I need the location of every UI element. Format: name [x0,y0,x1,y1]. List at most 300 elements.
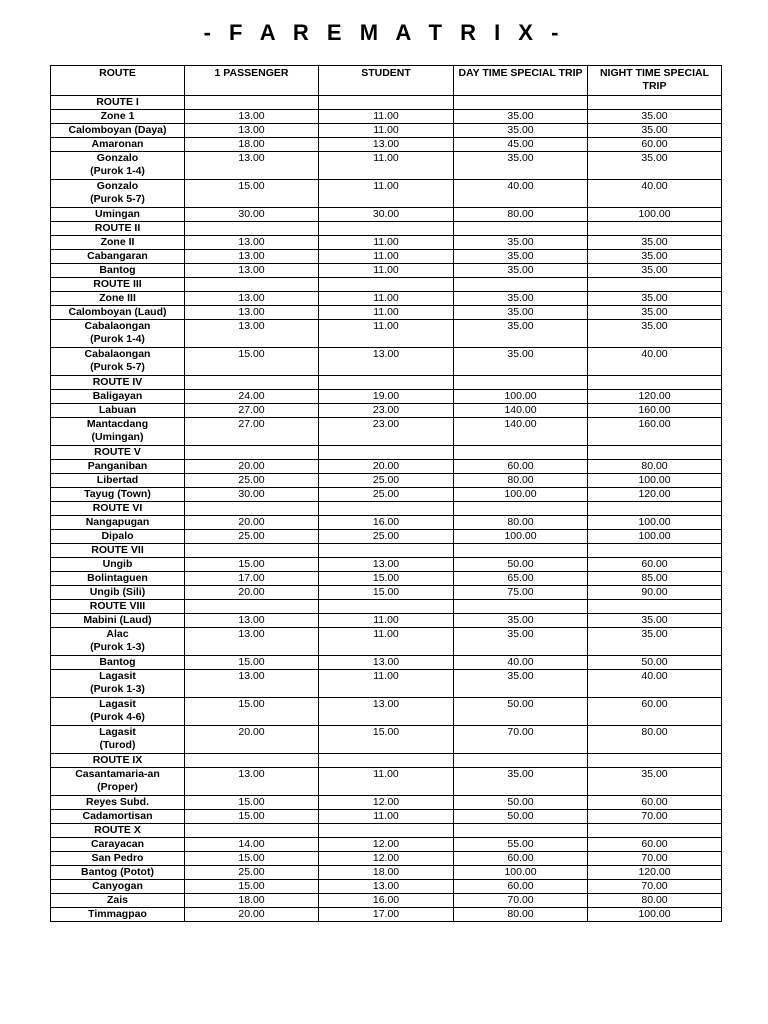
fare-1-passenger: 30.00 [185,488,319,502]
route-name: Casantamaria-an (Proper) [51,768,185,796]
route-name: Cabalaongan (Purok 5-7) [51,348,185,376]
route-name: Reyes Subd. [51,796,185,810]
route-group-row [51,278,722,292]
fare-row [51,264,722,278]
fare-day-special: 70.00 [454,726,588,754]
fare-night-special: 100.00 [588,474,722,488]
fare-night-special: 35.00 [588,124,722,138]
fare-student: 11.00 [319,236,454,250]
fare-1-passenger: 25.00 [185,474,319,488]
fare-student: 11.00 [319,264,454,278]
fare-student: 11.00 [319,628,454,656]
fare-1-passenger: 15.00 [185,796,319,810]
fare-student: 16.00 [319,516,454,530]
fare-row [51,586,722,600]
fare-night-special: 100.00 [588,530,722,544]
fare-day-special: 35.00 [454,124,588,138]
fare-student: 15.00 [319,586,454,600]
fare-student: 12.00 [319,796,454,810]
empty-cell [588,824,722,838]
empty-cell [588,754,722,768]
fare-1-passenger: 18.00 [185,894,319,908]
fare-1-passenger: 13.00 [185,152,319,180]
fare-row [51,614,722,628]
fare-table-body [51,96,722,922]
empty-cell [454,544,588,558]
fare-student: 13.00 [319,138,454,152]
route-group-label: ROUTE VI [51,502,185,516]
fare-night-special: 100.00 [588,516,722,530]
header-route: ROUTE [51,66,185,96]
fare-night-special: 40.00 [588,180,722,208]
fare-student: 25.00 [319,530,454,544]
fare-row [51,250,722,264]
fare-student: 11.00 [319,180,454,208]
route-group-row [51,96,722,110]
empty-cell [319,446,454,460]
route-group-row [51,222,722,236]
fare-student: 25.00 [319,488,454,502]
fare-1-passenger: 13.00 [185,124,319,138]
fare-row [51,488,722,502]
fare-day-special: 50.00 [454,796,588,810]
fare-row [51,894,722,908]
fare-row [51,236,722,250]
fare-day-special: 35.00 [454,768,588,796]
fare-day-special: 35.00 [454,110,588,124]
route-name: Ungib [51,558,185,572]
empty-cell [454,222,588,236]
route-name: Ungib (Sili) [51,586,185,600]
fare-night-special: 80.00 [588,894,722,908]
fare-day-special: 60.00 [454,880,588,894]
empty-cell [319,222,454,236]
fare-night-special: 70.00 [588,880,722,894]
fare-row [51,726,722,754]
route-name: Amaronan [51,138,185,152]
route-name: Cabangaran [51,250,185,264]
fare-row [51,838,722,852]
route-name: Calomboyan (Daya) [51,124,185,138]
fare-night-special: 60.00 [588,138,722,152]
fare-row [51,306,722,320]
fare-day-special: 35.00 [454,628,588,656]
empty-cell [454,96,588,110]
fare-student: 13.00 [319,698,454,726]
fare-1-passenger: 13.00 [185,628,319,656]
fare-student: 25.00 [319,474,454,488]
fare-night-special: 80.00 [588,726,722,754]
fare-row [51,656,722,670]
fare-student: 15.00 [319,572,454,586]
fare-1-passenger: 15.00 [185,852,319,866]
fare-row [51,110,722,124]
route-name: Cadamortisan [51,810,185,824]
empty-cell [319,754,454,768]
fare-1-passenger: 20.00 [185,586,319,600]
empty-cell [454,376,588,390]
route-group-row [51,600,722,614]
fare-1-passenger: 13.00 [185,250,319,264]
fare-student: 15.00 [319,726,454,754]
empty-cell [185,222,319,236]
header-night-time-special-trip: NIGHT TIME SPECIAL TRIP [588,66,722,96]
fare-student: 18.00 [319,866,454,880]
route-name: Bantog (Potot) [51,866,185,880]
fare-day-special: 35.00 [454,152,588,180]
route-name: Canyogan [51,880,185,894]
fare-night-special: 70.00 [588,852,722,866]
fare-day-special: 35.00 [454,236,588,250]
empty-cell [454,824,588,838]
fare-1-passenger: 13.00 [185,614,319,628]
fare-1-passenger: 25.00 [185,866,319,880]
fare-row [51,852,722,866]
fare-1-passenger: 13.00 [185,306,319,320]
fare-student: 11.00 [319,292,454,306]
fare-1-passenger: 13.00 [185,264,319,278]
fare-day-special: 70.00 [454,894,588,908]
fare-night-special: 40.00 [588,348,722,376]
fare-student: 13.00 [319,558,454,572]
fare-1-passenger: 25.00 [185,530,319,544]
route-name: Libertad [51,474,185,488]
route-name: Lagasit (Purok 4-6) [51,698,185,726]
route-name: Labuan [51,404,185,418]
fare-night-special: 60.00 [588,838,722,852]
fare-day-special: 35.00 [454,320,588,348]
fare-day-special: 80.00 [454,516,588,530]
route-name: San Pedro [51,852,185,866]
empty-cell [319,824,454,838]
fare-night-special: 35.00 [588,110,722,124]
route-name: Lagasit (Purok 1-3) [51,670,185,698]
fare-student: 11.00 [319,124,454,138]
empty-cell [588,600,722,614]
fare-student: 11.00 [319,250,454,264]
fare-night-special: 60.00 [588,796,722,810]
empty-cell [319,600,454,614]
fare-night-special: 35.00 [588,320,722,348]
route-name: Mabini (Laud) [51,614,185,628]
fare-night-special: 40.00 [588,670,722,698]
route-name: Calomboyan (Laud) [51,306,185,320]
empty-cell [185,502,319,516]
fare-day-special: 35.00 [454,292,588,306]
fare-night-special: 120.00 [588,866,722,880]
fare-1-passenger: 15.00 [185,558,319,572]
empty-cell [185,278,319,292]
fare-row [51,390,722,404]
route-name: Mantacdang (Umingan) [51,418,185,446]
fare-row [51,698,722,726]
route-name: Zone II [51,236,185,250]
route-group-label: ROUTE VIII [51,600,185,614]
route-group-row [51,824,722,838]
fare-day-special: 40.00 [454,656,588,670]
fare-student: 11.00 [319,320,454,348]
fare-day-special: 45.00 [454,138,588,152]
fare-row [51,474,722,488]
empty-cell [588,376,722,390]
fare-row [51,320,722,348]
empty-cell [588,278,722,292]
route-group-label: ROUTE VII [51,544,185,558]
fare-day-special: 140.00 [454,404,588,418]
fare-row [51,516,722,530]
fare-day-special: 50.00 [454,558,588,572]
fare-night-special: 120.00 [588,390,722,404]
empty-cell [588,544,722,558]
fare-1-passenger: 15.00 [185,348,319,376]
route-name: Bantog [51,656,185,670]
fare-night-special: 100.00 [588,208,722,222]
route-name: Alac (Purok 1-3) [51,628,185,656]
fare-day-special: 100.00 [454,530,588,544]
fare-night-special: 100.00 [588,908,722,922]
empty-cell [454,502,588,516]
fare-1-passenger: 13.00 [185,236,319,250]
route-name: Gonzalo (Purok 1-4) [51,152,185,180]
fare-1-passenger: 24.00 [185,390,319,404]
fare-night-special: 90.00 [588,586,722,600]
fare-night-special: 35.00 [588,614,722,628]
fare-student: 11.00 [319,768,454,796]
fare-day-special: 35.00 [454,306,588,320]
route-group-row [51,754,722,768]
route-group-row [51,376,722,390]
route-group-row [51,446,722,460]
header-student: STUDENT [319,66,454,96]
fare-night-special: 85.00 [588,572,722,586]
fare-student: 13.00 [319,656,454,670]
fare-night-special: 70.00 [588,810,722,824]
fare-student: 12.00 [319,852,454,866]
empty-cell [319,376,454,390]
fare-student: 11.00 [319,152,454,180]
fare-day-special: 35.00 [454,614,588,628]
empty-cell [185,446,319,460]
fare-row [51,572,722,586]
route-name: Timmagpao [51,908,185,922]
route-group-label: ROUTE I [51,96,185,110]
route-group-row [51,544,722,558]
fare-day-special: 35.00 [454,250,588,264]
empty-cell [319,278,454,292]
fare-day-special: 80.00 [454,474,588,488]
empty-cell [588,502,722,516]
fare-night-special: 35.00 [588,236,722,250]
route-name: Cabalaongan (Purok 1-4) [51,320,185,348]
fare-1-passenger: 15.00 [185,180,319,208]
fare-student: 11.00 [319,306,454,320]
fare-night-special: 80.00 [588,460,722,474]
route-group-label: ROUTE X [51,824,185,838]
fare-day-special: 65.00 [454,572,588,586]
fare-night-special: 35.00 [588,250,722,264]
fare-row [51,418,722,446]
route-name: Zais [51,894,185,908]
fare-student: 16.00 [319,894,454,908]
fare-student: 23.00 [319,404,454,418]
route-name: Panganiban [51,460,185,474]
fare-student: 11.00 [319,810,454,824]
fare-1-passenger: 13.00 [185,670,319,698]
fare-day-special: 50.00 [454,810,588,824]
fare-1-passenger: 15.00 [185,656,319,670]
empty-cell [185,754,319,768]
fare-1-passenger: 18.00 [185,138,319,152]
fare-row [51,208,722,222]
fare-student: 13.00 [319,348,454,376]
route-group-label: ROUTE V [51,446,185,460]
fare-night-special: 160.00 [588,418,722,446]
fare-day-special: 50.00 [454,698,588,726]
route-group-row [51,502,722,516]
empty-cell [319,544,454,558]
fare-1-passenger: 20.00 [185,460,319,474]
fare-row [51,796,722,810]
fare-1-passenger: 17.00 [185,572,319,586]
empty-cell [454,446,588,460]
fare-day-special: 80.00 [454,908,588,922]
fare-1-passenger: 15.00 [185,698,319,726]
fare-row [51,292,722,306]
fare-1-passenger: 27.00 [185,418,319,446]
empty-cell [185,824,319,838]
fare-row [51,460,722,474]
route-name: Tayug (Town) [51,488,185,502]
route-name: Umingan [51,208,185,222]
empty-cell [588,96,722,110]
fare-row [51,670,722,698]
empty-cell [185,544,319,558]
route-name: Gonzalo (Purok 5-7) [51,180,185,208]
fare-row [51,530,722,544]
header-row [51,66,722,96]
route-group-label: ROUTE III [51,278,185,292]
route-name: Dipalo [51,530,185,544]
fare-day-special: 100.00 [454,866,588,880]
fare-day-special: 35.00 [454,348,588,376]
fare-night-special: 35.00 [588,292,722,306]
fare-night-special: 35.00 [588,628,722,656]
route-group-label: ROUTE II [51,222,185,236]
fare-student: 23.00 [319,418,454,446]
fare-student: 11.00 [319,614,454,628]
fare-night-special: 35.00 [588,768,722,796]
empty-cell [185,376,319,390]
fare-student: 30.00 [319,208,454,222]
fare-1-passenger: 27.00 [185,404,319,418]
fare-row [51,866,722,880]
page-title: - F A R E M A T R I X - [203,20,565,45]
fare-student: 17.00 [319,908,454,922]
header-day-time-special-trip: DAY TIME SPECIAL TRIP [454,66,588,96]
route-name: Zone 1 [51,110,185,124]
fare-student: 11.00 [319,110,454,124]
fare-day-special: 55.00 [454,838,588,852]
fare-day-special: 100.00 [454,390,588,404]
empty-cell [454,754,588,768]
route-name: Carayacan [51,838,185,852]
fare-row [51,152,722,180]
empty-cell [454,278,588,292]
fare-matrix-table [50,65,722,922]
fare-1-passenger: 20.00 [185,726,319,754]
fare-row [51,180,722,208]
fare-row [51,908,722,922]
fare-night-special: 35.00 [588,306,722,320]
fare-row [51,404,722,418]
fare-1-passenger: 15.00 [185,810,319,824]
fare-row [51,628,722,656]
fare-1-passenger: 20.00 [185,516,319,530]
fare-1-passenger: 13.00 [185,768,319,796]
fare-1-passenger: 14.00 [185,838,319,852]
empty-cell [319,96,454,110]
empty-cell [185,600,319,614]
fare-night-special: 160.00 [588,404,722,418]
empty-cell [185,96,319,110]
fare-night-special: 50.00 [588,656,722,670]
fare-row [51,558,722,572]
route-name: Nangapugan [51,516,185,530]
fare-student: 12.00 [319,838,454,852]
fare-day-special: 140.00 [454,418,588,446]
fare-row [51,124,722,138]
route-name: Bantog [51,264,185,278]
empty-cell [588,222,722,236]
fare-day-special: 100.00 [454,488,588,502]
fare-night-special: 35.00 [588,264,722,278]
fare-row [51,880,722,894]
header-1-passenger: 1 PASSENGER [185,66,319,96]
fare-1-passenger: 15.00 [185,880,319,894]
fare-1-passenger: 13.00 [185,320,319,348]
route-name: Baligayan [51,390,185,404]
empty-cell [319,502,454,516]
fare-row [51,138,722,152]
route-name: Zone III [51,292,185,306]
fare-1-passenger: 13.00 [185,110,319,124]
fare-day-special: 60.00 [454,852,588,866]
fare-night-special: 120.00 [588,488,722,502]
fare-day-special: 35.00 [454,264,588,278]
fare-night-special: 35.00 [588,152,722,180]
route-group-label: ROUTE IV [51,376,185,390]
fare-student: 11.00 [319,670,454,698]
fare-day-special: 80.00 [454,208,588,222]
fare-night-special: 60.00 [588,558,722,572]
fare-day-special: 40.00 [454,180,588,208]
fare-1-passenger: 20.00 [185,908,319,922]
fare-night-special: 60.00 [588,698,722,726]
fare-student: 19.00 [319,390,454,404]
empty-cell [454,600,588,614]
fare-row [51,810,722,824]
route-name: Lagasit (Turod) [51,726,185,754]
fare-day-special: 60.00 [454,460,588,474]
fare-1-passenger: 13.00 [185,292,319,306]
fare-1-passenger: 30.00 [185,208,319,222]
fare-row [51,348,722,376]
fare-student: 20.00 [319,460,454,474]
empty-cell [588,446,722,460]
fare-student: 13.00 [319,880,454,894]
fare-day-special: 75.00 [454,586,588,600]
route-group-label: ROUTE IX [51,754,185,768]
